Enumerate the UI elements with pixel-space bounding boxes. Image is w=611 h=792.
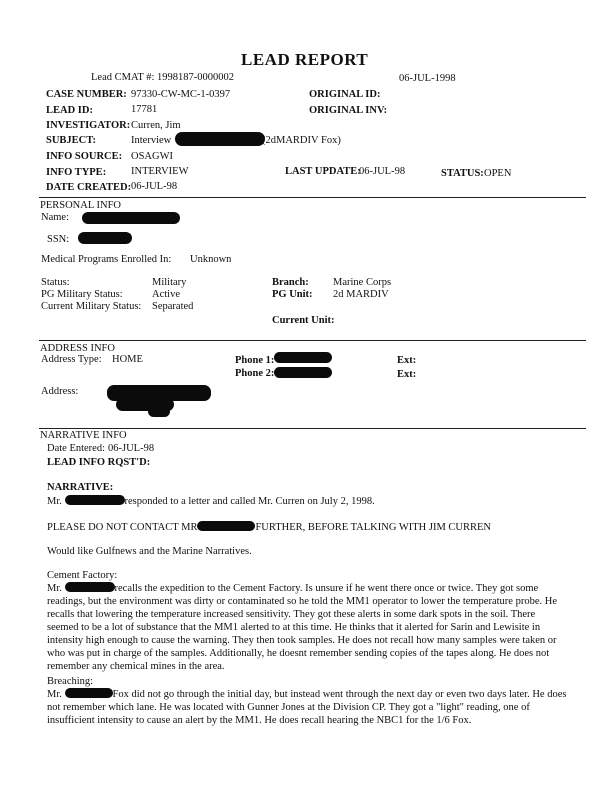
- breaching-mr: Mr.: [47, 689, 62, 700]
- subject-prefix: Interview: [131, 135, 172, 146]
- last-update: 06-JUL-98: [359, 166, 406, 177]
- p1-mr: Mr.: [47, 496, 62, 507]
- pg-unit: 2d MARDIV: [333, 289, 389, 300]
- narrative-paragraph-1: [47, 495, 567, 508]
- info-source: OSAGWI: [131, 151, 173, 162]
- date-entered-label: Date Entered:: [47, 443, 106, 454]
- current-military: Separated: [152, 301, 194, 312]
- case-number: 97330-CW-MC-1-0397: [131, 89, 231, 100]
- info-type-label: INFO TYPE:: [46, 167, 107, 178]
- divider-address: [39, 340, 586, 341]
- lead-info-rqstd-label: LEAD INFO RQST'D:: [47, 457, 151, 468]
- investigator-label: INVESTIGATOR:: [46, 120, 131, 131]
- phone2-redaction: [274, 367, 332, 378]
- original-id-label: ORIGINAL ID:: [309, 89, 381, 100]
- status-mil-label: Status:: [41, 277, 70, 288]
- ssn-label: SSN:: [47, 234, 70, 245]
- original-inv-label: ORIGINAL INV:: [309, 105, 388, 116]
- breaching-section: [47, 675, 567, 727]
- address-label: Address:: [41, 386, 79, 397]
- address-type-label: Address Type:: [41, 354, 102, 365]
- breaching-redaction: [65, 688, 113, 698]
- medical-value: Unknown: [190, 254, 232, 265]
- cement-factory-section: [47, 569, 567, 673]
- phone2-label: Phone 2:: [235, 368, 275, 379]
- lead-cmat: Lead CMAT #: 1998187-0000002: [91, 72, 235, 83]
- name-redaction: [82, 212, 180, 224]
- date-created-label: DATE CREATED:: [46, 182, 132, 193]
- current-military-label: Current Military Status:: [41, 301, 142, 312]
- cement-text: recalls the expedition to the Cement Factory. Is unsure if he went there once or twice. They got some readings, but the environment was dirty or contaminated so he told the MM1 operator to lower the temperature probe. He recalls that lowering the temperature increased sensitivity. They got these alerts in some dark spots in the soil. There seemed to be a lot of substance that the MM1 alerted to at this time. He thinks that it alerted for Sarin and Lewisite in intensity high enough to cause the warning. They then took samples. He does not recall how many samples were taken or who was put in charge of the samples. Additionally, he doesnt remember sending copies of the tapes along. He does not remember any chemical mines in the area.: [47, 583, 557, 672]
- address-redaction-3: [148, 406, 170, 417]
- subject-redaction: [175, 132, 265, 146]
- personal-section-title: PERSONAL INFO: [40, 200, 121, 211]
- date-entered: 06-JUL-98: [108, 443, 155, 454]
- report-title: LEAD REPORT: [241, 50, 369, 69]
- current-unit-label: Current Unit:: [272, 315, 335, 326]
- address-type: HOME: [112, 354, 143, 365]
- cement-redaction: [65, 582, 115, 592]
- cement-heading: Cement Factory:: [47, 570, 118, 581]
- name-label: Name:: [41, 212, 69, 223]
- subject-label: SUBJECT:: [46, 135, 96, 146]
- divider-narrative: [39, 428, 586, 429]
- breaching-text: Fox did not go through the initial day, but instead went through the next day or even two days later. He does not remember which lane. He was located with Gunner Jones at the Division CP. They got a "light" reading, one of insufficient intensity to cause an alert by the MM1. He does recall hearing the NBC1 for the 1/6 Fox.: [47, 689, 567, 726]
- divider-personal: [39, 197, 586, 198]
- pg-military-label: PG Military Status:: [41, 289, 123, 300]
- narrative-paragraph-2: [47, 521, 567, 534]
- narrative-paragraph-3: Would like Gulfnews and the Marine Narratives.: [47, 546, 252, 557]
- subject-suffix: (2dMARDIV Fox): [262, 135, 341, 146]
- status-value: OPEN: [484, 168, 512, 179]
- phone1-label: Phone 1:: [235, 355, 275, 366]
- p2-redaction: [197, 521, 255, 531]
- phone1-redaction: [274, 352, 332, 363]
- investigator: Curren, Jim: [131, 120, 181, 131]
- last-update-label: LAST UPDATE:: [285, 166, 361, 177]
- date-created: 06-JUL-98: [131, 181, 178, 192]
- narrative-section-title: NARRATIVE INFO: [40, 430, 127, 441]
- breaching-heading: Breaching:: [47, 676, 94, 687]
- p2-text-b: FURTHER, BEFORE TALKING WITH JIM CURREN: [255, 522, 492, 533]
- branch-label: Branch:: [272, 277, 309, 288]
- report-date: 06-JUL-1998: [399, 73, 456, 84]
- pg-unit-label: PG Unit:: [272, 289, 313, 300]
- narrative-label: NARRATIVE:: [47, 482, 114, 493]
- info-source-label: INFO SOURCE:: [46, 151, 123, 162]
- cement-mr: Mr.: [47, 583, 62, 594]
- pg-military: Active: [152, 289, 180, 300]
- address-section-title: ADDRESS INFO: [40, 343, 115, 354]
- p1-text: responded to a letter and called Mr. Curren on July 2, 1998.: [124, 496, 375, 507]
- ssn-redaction: [78, 232, 132, 244]
- info-type: INTERVIEW: [131, 166, 189, 177]
- branch: Marine Corps: [333, 277, 392, 288]
- status-label: STATUS:: [441, 168, 484, 179]
- p1-redaction: [65, 495, 125, 505]
- ext2-label: Ext:: [397, 369, 417, 380]
- ext1-label: Ext:: [397, 355, 417, 366]
- medical-label: Medical Programs Enrolled In:: [41, 254, 172, 265]
- status-mil: Military: [152, 277, 187, 288]
- case-number-label: CASE NUMBER:: [46, 89, 127, 100]
- lead-id-label: LEAD ID:: [46, 105, 93, 116]
- lead-id: 17781: [131, 104, 158, 115]
- p2-text-a: PLEASE DO NOT CONTACT MR: [47, 522, 198, 533]
